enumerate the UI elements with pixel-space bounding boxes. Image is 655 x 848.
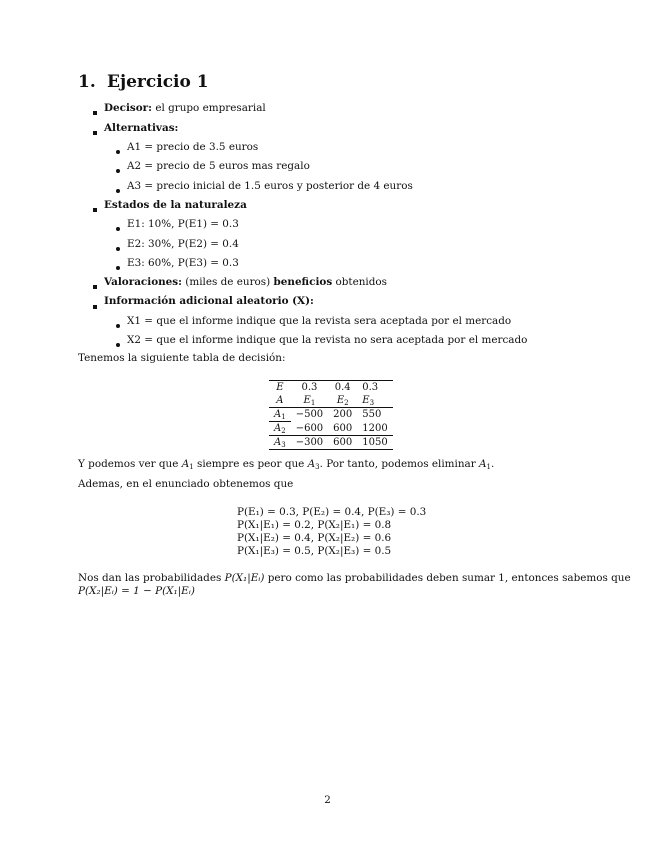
table-cell: −300 bbox=[291, 436, 328, 450]
valoraciones-label: Valoraciones: bbox=[104, 276, 182, 288]
bullet-square bbox=[93, 126, 97, 138]
alternative-item: A1 = precio de 3.5 euros bbox=[127, 141, 259, 153]
estado-item: E3: 60%, P(E3) = 0.3 bbox=[127, 257, 239, 269]
valoraciones-item bbox=[104, 275, 387, 289]
valoraciones-text2: obtenidos bbox=[335, 276, 387, 288]
table-cell: $E_1$ bbox=[291, 394, 328, 408]
bullet-dot bbox=[116, 242, 120, 254]
table-cell: 550 bbox=[362, 409, 382, 421]
table-cell: 600 bbox=[328, 436, 357, 450]
table-cell: $E_2$ bbox=[328, 394, 357, 408]
informacion-label: Información adicional aleatorio (X): bbox=[104, 295, 314, 307]
table-row bbox=[269, 408, 393, 422]
alternativas-item bbox=[104, 121, 178, 135]
table-intro: Tenemos la siguiente tabla de decisión: bbox=[78, 352, 286, 364]
equation-line: P(X₁|E₂) = 0.4, P(X₂|E₂) = 0.6 bbox=[237, 532, 392, 544]
paragraph-enunciado: Ademas, en el enunciado obtenemos que bbox=[78, 478, 294, 490]
section-heading bbox=[78, 72, 209, 92]
table-cell: A bbox=[269, 394, 291, 408]
page-number: 2 bbox=[324, 794, 331, 806]
bullet-square bbox=[93, 280, 97, 292]
decisor-text: el grupo empresarial bbox=[155, 102, 266, 114]
table-row bbox=[269, 436, 393, 450]
informacion-subitem: X2 = que el informe indique que la revista no sera aceptada por el mercado bbox=[127, 334, 528, 346]
table-cell: $E_3$ bbox=[357, 394, 392, 408]
decisor-label: Decisor: bbox=[104, 102, 152, 114]
bullet-dot bbox=[116, 145, 120, 157]
table-row-states bbox=[269, 394, 393, 408]
equation-line: P(X₁|E₃) = 0.5, P(X₂|E₃) = 0.5 bbox=[237, 545, 392, 557]
bullet-square bbox=[93, 300, 97, 312]
bullet-dot bbox=[116, 184, 120, 196]
bullet-dot bbox=[116, 338, 120, 350]
bullet-dot bbox=[116, 222, 120, 234]
alternativas-label: Alternativas: bbox=[104, 122, 179, 134]
table-cell: 0.3 bbox=[357, 381, 392, 395]
table-cell: 0.3 bbox=[291, 381, 328, 395]
informacion-subitem: X1 = que el informe indique que la revista sera aceptada por el mercado bbox=[127, 315, 512, 327]
informacion-item bbox=[104, 294, 314, 308]
table-cell: 0.4 bbox=[328, 381, 357, 395]
table-cell: 1050 bbox=[357, 436, 392, 450]
equation-line: P(X₁|E₁) = 0.2, P(X₂|E₁) = 0.8 bbox=[237, 519, 392, 531]
table-cell: 200 bbox=[333, 409, 353, 421]
paragraph-probabilities: Nos dan las probabilidades P(X₁|Eᵢ) pero como las probabilidades deben sumar 1, entonces sabemos que bbox=[78, 572, 631, 584]
table-cell: 1200 bbox=[362, 422, 388, 434]
table-row-probabilities bbox=[269, 381, 393, 395]
estado-item: E2: 30%, P(E2) = 0.4 bbox=[127, 238, 239, 250]
table-cell: $A_2$ bbox=[274, 422, 286, 435]
table-cell: E bbox=[269, 381, 291, 395]
valoraciones-bold: beneficios bbox=[273, 276, 333, 288]
bullet-dot bbox=[116, 319, 120, 331]
decisor-item bbox=[104, 101, 266, 115]
section-title: Ejercicio 1 bbox=[107, 72, 209, 92]
alternative-item: A3 = precio inicial de 1.5 euros y posterior de 4 euros bbox=[127, 180, 413, 192]
decision-table bbox=[269, 380, 393, 450]
paragraph-eliminate: Y podemos ver que $A_1$ siempre es peor que $A_3$. Por tanto, podemos eliminar $A_1$. bbox=[78, 458, 495, 471]
table-cell: $A_1$ bbox=[269, 408, 291, 422]
table-row bbox=[269, 422, 393, 436]
bullet-dot bbox=[116, 261, 120, 273]
section-number: 1. bbox=[78, 72, 96, 92]
table-cell: −600 bbox=[295, 422, 324, 434]
alternative-item: A2 = precio de 5 euros mas regalo bbox=[127, 160, 310, 172]
estados-item bbox=[104, 198, 247, 212]
table-cell: −500 bbox=[295, 409, 324, 421]
bullet-square bbox=[93, 203, 97, 215]
table-cell: $A_3$ bbox=[269, 436, 291, 450]
estados-label: Estados de la naturaleza bbox=[104, 199, 247, 211]
paragraph-probabilities-formula: P(X₂|Eᵢ) = 1 − P(X₁|Eᵢ) bbox=[78, 585, 195, 597]
valoraciones-text1: (miles de euros) bbox=[185, 276, 271, 288]
bullet-dot bbox=[116, 164, 120, 176]
estado-item: E1: 10%, P(E1) = 0.3 bbox=[127, 218, 239, 230]
bullet-square bbox=[93, 106, 97, 118]
table-cell: 600 bbox=[333, 422, 353, 434]
equation-line: P(E₁) = 0.3, P(E₂) = 0.4, P(E₃) = 0.3 bbox=[237, 506, 427, 518]
